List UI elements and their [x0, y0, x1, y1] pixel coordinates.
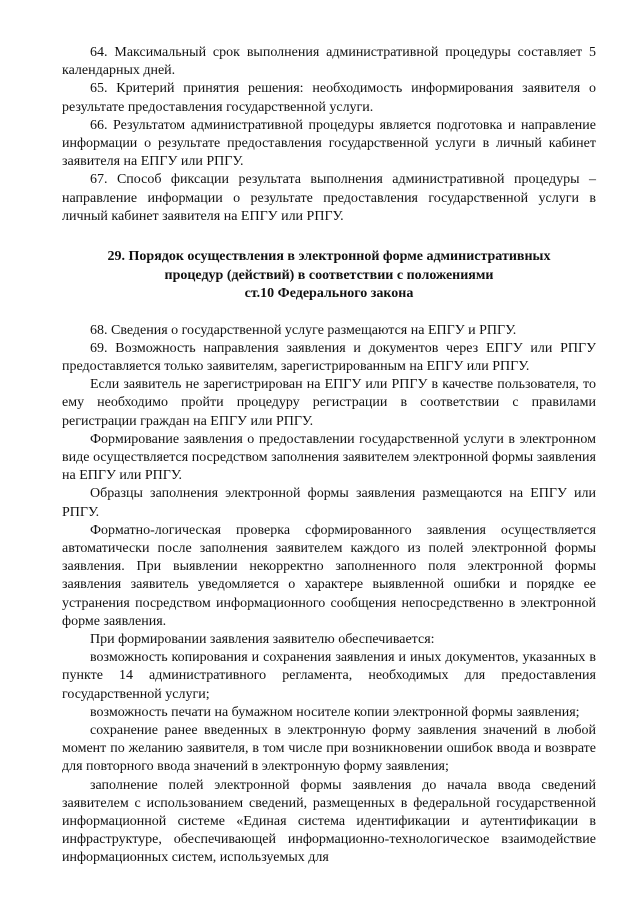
paragraph-form-samples: Образцы заполнения электронной формы заявления размещаются на ЕПГУ или РПГУ.	[62, 486, 596, 520]
paragraph-68: 68. Сведения о государственной услуге размещаются на ЕПГУ и РПГУ.	[90, 322, 517, 338]
section-heading-line: ст.10 Федерального закона	[244, 286, 414, 302]
paragraph-64: 64. Максимальный срок выполнения административной процедуры составляет 5 календарных дней.	[62, 45, 596, 79]
paragraph-69: 69. Возможность направления заявления и документов через ЕПГУ или РПГУ предоставляется только заявителям, зарегистрированным на ЕПГУ или РПГУ.	[62, 340, 596, 374]
paragraph-form-filling: Формирование заявления о предоставлении государственной услуги в электронном виде осуществляется посредством заполнения заявителем электронной формы заявления на ЕПГУ или РПГУ.	[62, 431, 596, 484]
list-item-print: возможность печати на бумажном носителе копии электронной формы заявления;	[90, 704, 580, 720]
paragraph-registration: Если заявитель не зарегистрирован на ЕПГУ или РПГУ в качестве пользователя, то ему необходимо пройти процедуру регистрации в соответствии с правилами регистрации граждан на ЕПГУ или РПГУ.	[62, 377, 596, 429]
list-item-copy-save: возможность копирования и сохранения заявления и иных документов, указанных в пункте 14 административного регламента, необходимых для предоставления государственной услуги;	[62, 650, 596, 702]
document-page	[62, 44, 596, 868]
list-item-save-values: сохранение ранее введенных в электронную форму заявления значений в любой момент по желанию заявителя, в том числе при возникновении ошибок ввода и возврате для повторного ввода значений в электронную форму заявления;	[62, 723, 596, 775]
section-heading-line: процедур (действий) в соответствии с положениями	[164, 267, 494, 283]
section-heading	[62, 248, 596, 304]
paragraph-provisions-intro: При формировании заявления заявителю обеспечивается:	[90, 631, 435, 647]
paragraph-66: 66. Результатом административной процедуры является подготовка и направление информации о результате предоставления государственной услуги в личный кабинет заявителя на ЕПГУ или РПГУ.	[62, 117, 596, 170]
section-heading-line: 29. Порядок осуществления в электронной форме административных	[107, 249, 551, 265]
list-item-autofill: заполнение полей электронной формы заявления до начала ввода сведений заявителем с использованием сведений, размещенных в федеральной государственной информационной системе «Единая система идентификации и аутентификации в инфраструктуре, обеспечивающей информационно-технологическое взаимодействие информационных систем, используемых для	[62, 777, 596, 866]
paragraph-65: 65. Критерий принятия решения: необходимость информирования заявителя о результате предоставления государственной услуги.	[62, 81, 596, 115]
paragraph-validation: Форматно-логическая проверка сформированного заявления осуществляется автоматически после заполнения заявителем каждого из полей электронной формы заявления. При выявлении некорректно заполненного поля электронной формы заявления заявитель уведомляется о характере выявленной ошибки и порядке ее устранения посредством информационного сообщения непосредственно в электронной форме заявления.	[62, 522, 596, 629]
paragraph-67: 67. Способ фиксации результата выполнения административной процедуры – направление информации о результате предоставления государственной услуги в личный кабинет заявителя на ЕПГУ или РПГУ.	[62, 172, 596, 224]
